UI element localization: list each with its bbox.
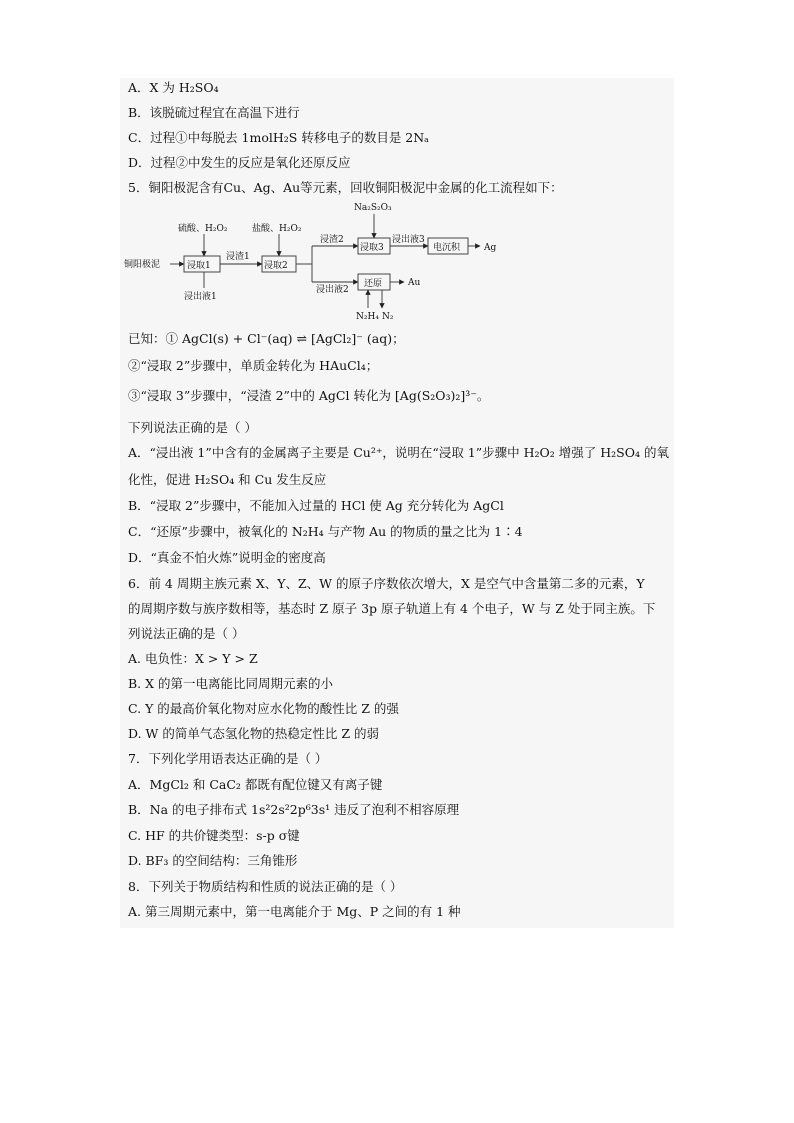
q4-option-d: D．过程②中发生的反应是氧化还原反应 xyxy=(128,155,351,170)
q5-option-b: B．“浸取 2”步骤中，不能加入过量的 HCl 使 Ag 充分转化为 AgCl xyxy=(128,498,504,513)
flow-out5: N₂ xyxy=(382,312,394,322)
q6-option-d: D. W 的简单气态氢化物的热稳定性比 Z 的弱 xyxy=(128,726,379,741)
q8-stem: 8．下列关于物质结构和性质的说法正确的是（ ） xyxy=(128,879,403,894)
q4-option-c: C．过程①中每脱去 1molH₂S 转移电子的数目是 2Nₐ xyxy=(128,130,430,145)
q4-option-a: A．X 为 H₂SO₄ xyxy=(128,80,219,95)
q5-known-3: ③“浸取 3”步骤中，“浸渣 2”中的 AgCl 转化为 [Ag(S₂O₃)₂]³⁻。 xyxy=(128,388,490,403)
q7-option-b: B．Na 的电子排布式 1s²2s²2p⁶3s¹ 违反了泡利不相容原理 xyxy=(128,802,460,817)
flow-box5: 还原 xyxy=(364,279,383,289)
flow-product-au: Au xyxy=(408,278,421,288)
flow-box2: 浸取2 xyxy=(264,261,288,271)
q5-option-a-line1: A．“浸出液 1”中含有的金属离子主要是 Cu²⁺，说明在“浸取 1”步骤中 H₂O₂ 增强了 H₂SO₄ 的氧 xyxy=(128,445,669,460)
flow-arrow2: 浸渣2 xyxy=(320,235,344,245)
flow-start: 铜阳极泥 xyxy=(124,260,161,270)
q7-option-a: A．MgCl₂ 和 CaC₂ 都既有配位键又有离子键 xyxy=(128,777,383,792)
q5-option-a-line2: 化性，促进 H₂SO₄ 和 Cu 发生反应 xyxy=(128,472,327,487)
q5-option-d: D．“真金不怕火炼”说明金的密度高 xyxy=(128,550,326,565)
flow-box3: 浸取3 xyxy=(360,243,384,253)
flow-out1: 浸出液1 xyxy=(184,292,217,302)
q6-option-c: C. Y 的最高价氧化物对应水化物的酸性比 Z 的强 xyxy=(128,701,399,716)
flow-reagent3: Na₂S₂O₃ xyxy=(354,203,392,213)
q6-option-b: B. X 的第一电离能比同周期元素的小 xyxy=(128,676,334,691)
flow-box1: 浸取1 xyxy=(187,261,211,271)
q5-known-1: 已知：① AgCl(s) + Cl⁻(aq) ⇌ [AgCl₂]⁻ (aq)； xyxy=(128,331,405,346)
q5-stem: 5．铜阳极泥含有Cu、Ag、Au等元素，回收铜阳极泥中金属的化工流程如下： xyxy=(128,180,563,195)
flow-reagent5: N₂H₄ xyxy=(356,312,379,322)
q7-stem: 7．下列化学用语表达正确的是（ ） xyxy=(128,751,328,766)
q7-option-d: D. BF₃ 的空间结构：三角锥形 xyxy=(128,853,298,868)
flow-product-ag: Ag xyxy=(484,243,497,253)
flow-arrow3: 浸出液3 xyxy=(392,235,425,245)
flow-reagent1: 硫酸、H₂O₂ xyxy=(178,224,228,234)
q4-option-b: B．该脱硫过程宜在高温下进行 xyxy=(128,105,300,120)
q6-stem-line3: 列说法正确的是（ ） xyxy=(128,626,245,641)
flow-arrow4: 浸出液2 xyxy=(316,285,349,295)
q6-option-a: A. 电负性：X > Y > Z xyxy=(128,651,258,666)
q8-option-a: A. 第三周期元素中，第一电离能介于 Mg、P 之间的有 1 种 xyxy=(128,904,461,919)
q6-stem-line2: 的周期序数与族序数相等，基态时 Z 原子 3p 原子轨道上有 4 个电子，W 与 Z 处于同主族。下 xyxy=(128,601,656,616)
flow-reagent2: 盐酸、H₂O₂ xyxy=(252,224,302,234)
q7-option-c: C. HF 的共价键类型：s-p σ键 xyxy=(128,828,300,843)
flow-box4: 电沉积 xyxy=(433,243,461,253)
q5-question: 下列说法正确的是（ ） xyxy=(128,420,257,435)
flow-arrow1: 浸渣1 xyxy=(226,252,250,262)
q5-known-2: ②“浸取 2”步骤中，单质金转化为 HAuCl₄； xyxy=(128,358,379,373)
q5-option-c: C．“还原”步骤中，被氧化的 N₂H₄ 与产物 Au 的物质的量之比为 1∶4 xyxy=(128,524,523,539)
q6-stem-line1: 6．前 4 周期主族元素 X、Y、Z、W 的原子序数依次增大，X 是空气中含量第二多的元素，Y xyxy=(128,576,645,591)
q5-flow-diagram xyxy=(120,196,520,322)
